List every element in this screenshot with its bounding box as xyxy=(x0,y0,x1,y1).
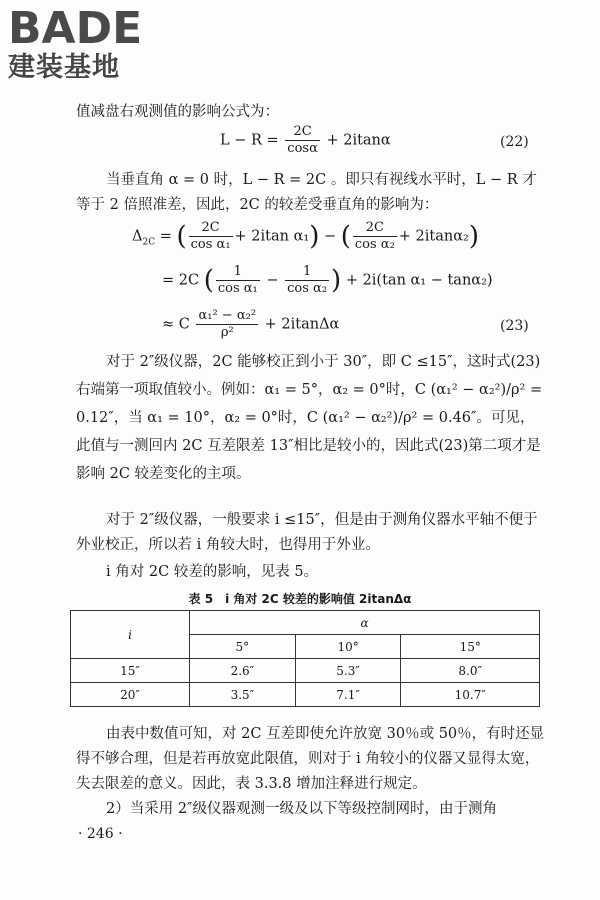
page-number: · 246 · xyxy=(78,826,123,842)
equation-23-number: (23) xyxy=(500,318,529,334)
eq23-l3-num: α₁² − α₂² xyxy=(198,308,257,323)
table-cell: 7.1″ xyxy=(295,683,401,707)
eq23-l1-end: + 2itanα₂ xyxy=(398,228,469,245)
eq23-l1-f1-den: cos α₁ xyxy=(190,237,231,252)
eq23-l1-minus: − xyxy=(323,228,337,245)
logo-subtitle: 建装基地 xyxy=(8,52,120,83)
paragraph-i-angle: 对于 2″级仪器，一般要求 i ≤15″，但是由于测角仪器水平轴不便于外业校正，所以若 i 角较大时，也得用于外业。 xyxy=(76,512,538,553)
logo-wordmark: BADE xyxy=(8,3,143,54)
paragraph-vertical-angle: 当垂直角 α = 0 时，L − R = 2C 。即只有视线水平时，L − R 才等于 2 倍照准差，因此，2C 的较差受垂直角的影响为： xyxy=(76,172,537,213)
eq23-l2-f2-den: cos α₂ xyxy=(287,281,328,296)
table-cell: 8.0″ xyxy=(401,659,540,683)
table-row xyxy=(71,659,540,683)
paragraph-intro: 值减盘右观测值的影响公式为： xyxy=(76,104,279,120)
equation-22 xyxy=(220,124,391,157)
table-cell-i: 15″ xyxy=(71,659,190,683)
eq23-l3-den: ρ² xyxy=(220,325,234,340)
eq23-l3-fraction xyxy=(196,308,258,341)
paragraph-table-ref: i 角对 2C 较差的影响，见表 5。 xyxy=(106,564,319,580)
table-header-alpha: α xyxy=(190,611,540,635)
publisher-logo xyxy=(8,3,143,84)
eq23-l3-eq: ≈ C xyxy=(162,316,190,333)
table-col-15: 15° xyxy=(401,635,540,659)
eq23-l2-eq: = 2C xyxy=(162,272,200,289)
eq23-l2-end: + 2i(tan α₁ − tanα₂) xyxy=(345,272,493,289)
eq23-l2-f1-den: cos α₁ xyxy=(217,281,258,296)
table-caption: 表 5 i 角对 2C 较差的影响值 2itanΔα xyxy=(188,592,412,606)
right-paren-icon: ) xyxy=(309,221,320,252)
paragraph-2-second-instrument: 对于 2″级仪器，2C 能够校正到小于 30″，即 C ≤15″，这时式(23)右端第一项取值较小。例如：α₁ = 5°，α₂ = 0°时，C (α₁² − α₂²)/ρ² = 0.12″，当 α₁ = 10°，α₂ = 0°时，C (α₁² − α₂²)/ρ² = 0.46″。可见，此值与一测回内 2C 互差限差 13″相比是较小的，因此式(23)第二项才是影响 2C 较差变化的主项。 xyxy=(76,354,543,482)
table-cell: 2.6″ xyxy=(190,659,296,683)
eq23-l1-f1-num: 2C xyxy=(189,220,233,237)
paragraph-conclusion: 由表中数值可知，对 2C 互差即使允许放宽 30％或 50％，有时还显得不够合理，但是若再放宽此限值，则对于 i 角较小的仪器又显得太宽，失去限差的意义。因此，表 3.3.8 增加注释进行规定。 xyxy=(76,726,545,792)
eq22-fraction xyxy=(285,124,320,157)
left-paren-icon: ( xyxy=(176,221,187,252)
eq23-l1-mid: + 2itan α₁ xyxy=(234,228,310,245)
table-cell-i: 20″ xyxy=(71,683,190,707)
table-header-row xyxy=(71,611,540,635)
eq23-l2-minus: − xyxy=(266,272,279,289)
eq23-l1-f2-num: 2C xyxy=(353,220,397,237)
table-cell: 3.5″ xyxy=(190,683,296,707)
left-paren-icon: ( xyxy=(203,265,214,296)
eq22-denominator: cosα xyxy=(287,141,318,156)
table-cell: 5.3″ xyxy=(295,659,401,683)
table-header-i: i xyxy=(71,611,190,659)
eq23-l3-end: + 2itanΔα xyxy=(264,316,340,333)
eq23-l2-f1-num: 1 xyxy=(216,264,260,281)
equation-23-line1 xyxy=(132,220,479,253)
table-cell: 10.7″ xyxy=(401,683,540,707)
eq23-l2-fraction-2 xyxy=(285,264,329,297)
right-paren-icon: ) xyxy=(468,221,479,252)
eq23-equals-1: = xyxy=(159,228,172,245)
equation-23-line3 xyxy=(162,308,339,341)
paragraph-item-2: 2）当采用 2″级仪器观测一级及以下等级控制网时，由于测角 xyxy=(106,801,497,817)
eq23-delta: Δ xyxy=(132,228,143,245)
table-col-5: 5° xyxy=(190,635,296,659)
eq23-l2-f2-num: 1 xyxy=(285,264,329,281)
eq23-l1-f2-den: cos α₂ xyxy=(354,237,395,252)
eq23-delta-subscript: 2C xyxy=(142,237,156,248)
eq23-l2-fraction-1 xyxy=(216,264,260,297)
eq22-numerator: 2C xyxy=(285,124,320,141)
eq23-l1-fraction-1 xyxy=(189,220,233,253)
left-paren-icon: ( xyxy=(340,221,351,252)
equation-23-line2 xyxy=(162,264,493,297)
table-col-10: 10° xyxy=(295,635,401,659)
eq22-lhs: L − R = xyxy=(220,132,279,149)
eq23-l1-fraction-2 xyxy=(353,220,397,253)
eq22-rest: + 2itanα xyxy=(326,132,391,149)
table-row xyxy=(71,683,540,707)
equation-22-number: (22) xyxy=(500,134,529,150)
right-paren-icon: ) xyxy=(331,265,342,296)
table-5 xyxy=(70,610,540,707)
